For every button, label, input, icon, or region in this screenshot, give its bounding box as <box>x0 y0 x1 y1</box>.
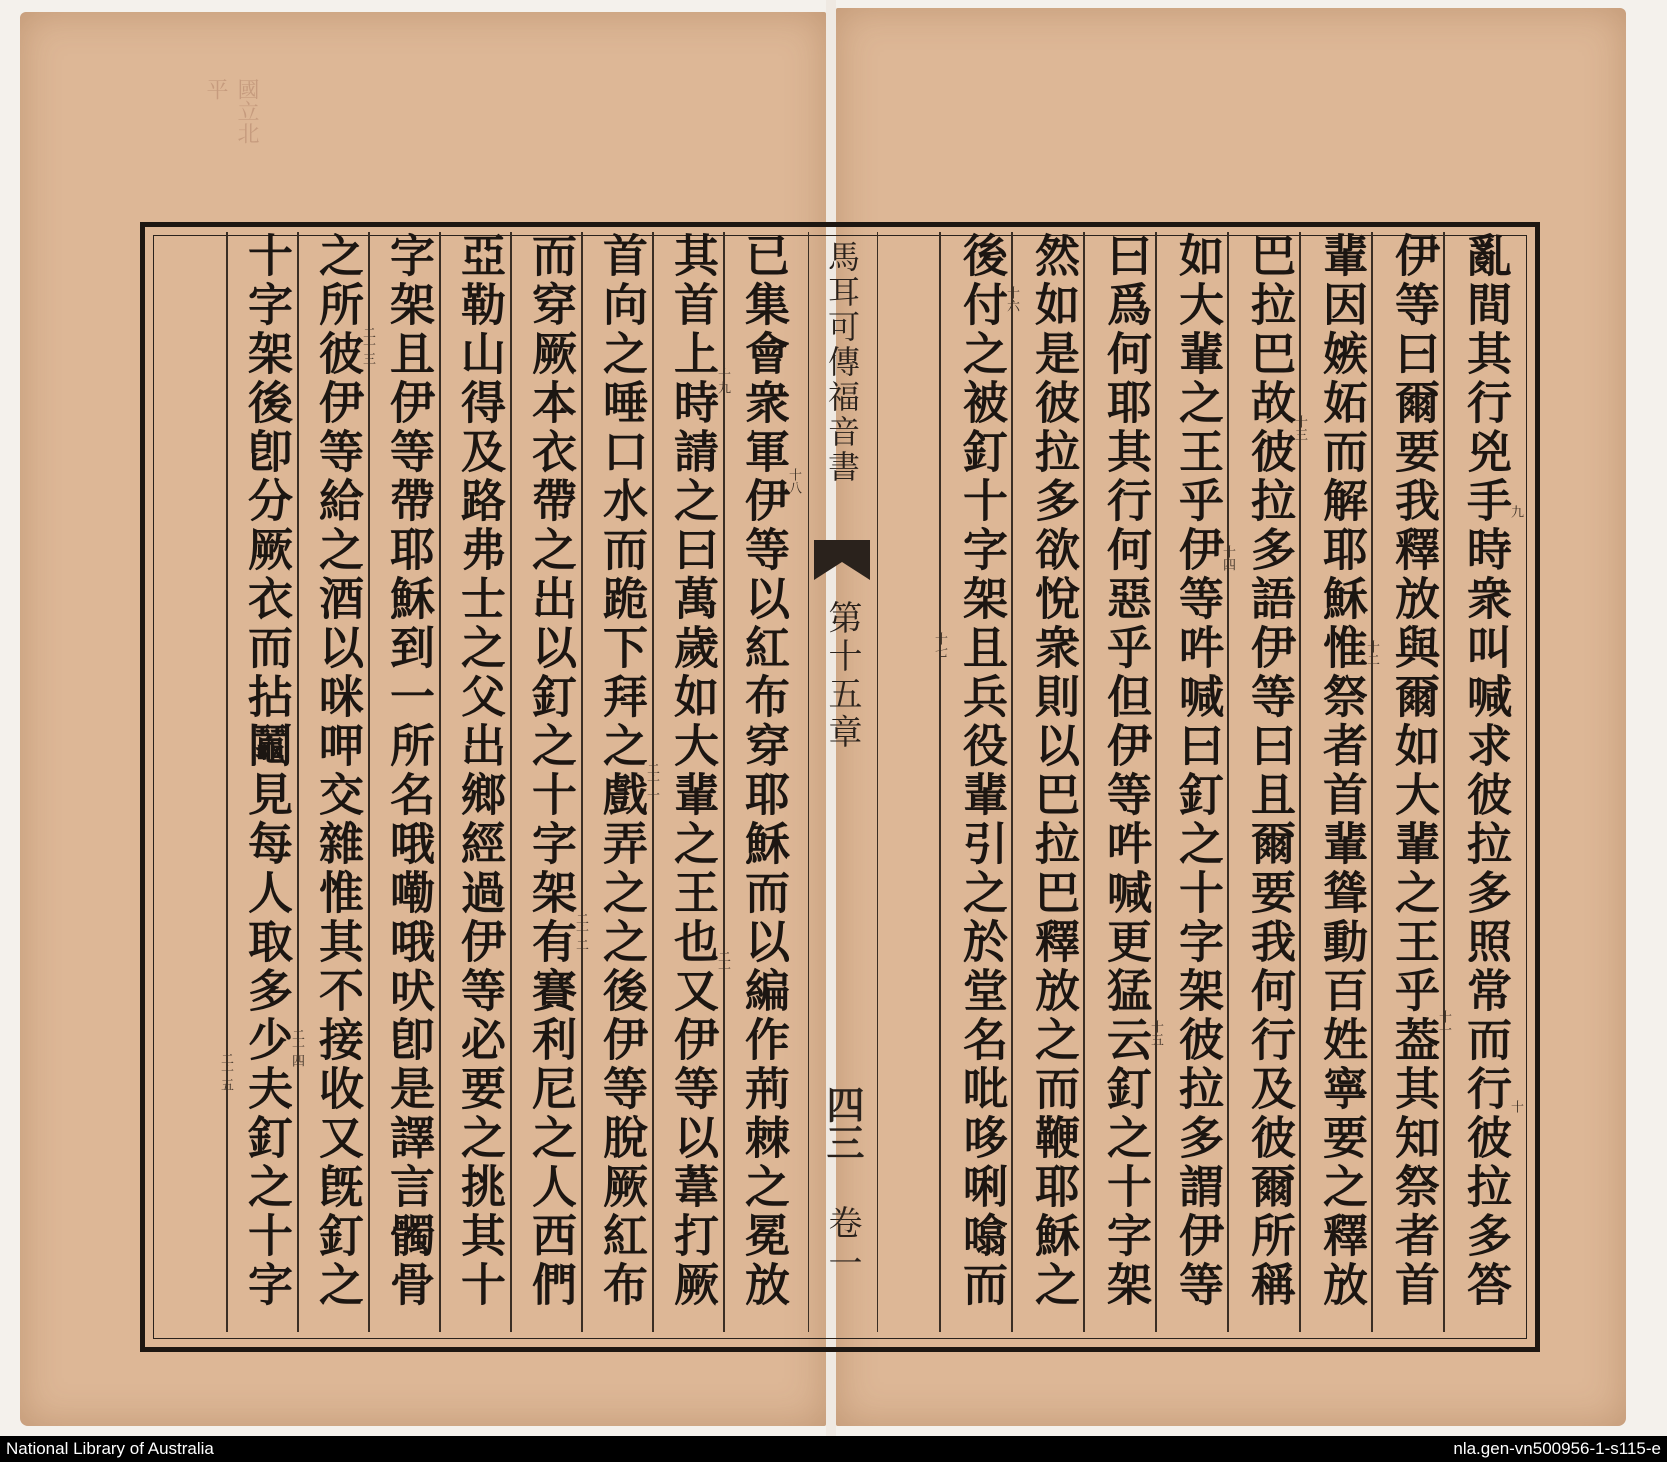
verse-number: 十三 <box>1292 415 1307 441</box>
text-column-15: 之所彼伊等給之酒以咪呷交雜惟其不接收又旣釘之 <box>311 232 364 1310</box>
verse-number: 二十一 <box>644 762 659 801</box>
text-column-13: 亞勒山得及路弗士之父出鄉經過伊等必要之挑其十 <box>453 232 506 1310</box>
verse-number: 二十 <box>715 950 730 976</box>
text-column-9: 已集會衆軍伊等以紅布穿耶穌而以編作荊棘之冕放 <box>737 232 790 1310</box>
verse-number: 二十二 <box>573 912 588 951</box>
verse-number: 十四 <box>1220 545 1235 571</box>
column-rule <box>439 232 441 1332</box>
column-rule <box>226 232 228 1332</box>
text-column-8: 後付之被釘十字架且兵役輩引之於堂名吡哆唎噏而 <box>955 232 1008 1310</box>
library-stamp: 國立北平 <box>203 78 259 144</box>
text-column-4: 巴拉巴故彼拉多語伊等曰且爾要我何行及彼爾所稱 <box>1243 232 1296 1310</box>
verse-number: 二十三 <box>360 326 375 365</box>
library-credit: National Library of Australia <box>6 1439 214 1458</box>
page-number: 四三 <box>820 1085 865 1161</box>
text-column-5: 如大輩之王乎伊等吽喊曰釘之十字架彼拉多謂伊等 <box>1171 232 1224 1310</box>
text-column-7: 然如是彼拉多欲悅衆則以巴拉巴釋放之而鞭耶穌之 <box>1027 232 1080 1310</box>
verse-number: 十五 <box>1148 1020 1163 1046</box>
verse-number: 十七 <box>932 632 947 658</box>
text-column-11: 首向之唾口水而跪下拜之戲弄之之後伊等脫厥紅布 <box>595 232 648 1310</box>
text-column-10: 其首上時請之曰萬歲如大輩之王也又伊等以葦打厥 <box>666 232 719 1310</box>
column-rule <box>581 232 583 1332</box>
text-column-14: 字架且伊等帶耶穌到一所名哦嘞哦吠卽是譯言髑骨 <box>382 232 435 1310</box>
verse-number: 二十四 <box>289 1028 304 1067</box>
book-title: 馬耳可傳福音書 <box>823 240 861 485</box>
footer-bar <box>0 1436 1667 1462</box>
column-rule <box>939 232 941 1332</box>
item-identifier: nla.gen-vn500956-1-s115-e <box>1453 1439 1661 1458</box>
column-rule <box>510 232 512 1332</box>
text-column-12: 而穿厥本衣帶之出以釘之十字架有賽利尼之人西們 <box>524 232 577 1310</box>
text-column-6: 曰爲何耶其行何惡乎但伊等吽喊更猛云釘之十字架 <box>1099 232 1152 1310</box>
verse-number: 二十五 <box>218 1052 233 1091</box>
text-column-1: 亂間其行兇手時衆叫喊求彼拉多照常而行彼拉多答 <box>1459 232 1512 1310</box>
verse-number: 十二 <box>1364 640 1379 666</box>
verse-number: 十九 <box>715 368 730 394</box>
column-rule <box>297 232 299 1332</box>
column-rule <box>723 232 725 1332</box>
verse-number: 十一 <box>1436 1010 1451 1036</box>
verse-number: 九 <box>1508 505 1523 518</box>
verse-number: 十六 <box>1004 286 1019 312</box>
volume-label: 卷一 <box>822 1205 862 1285</box>
text-column-2: 伊等曰爾要我釋放與爾如大輩之王乎葢其知祭者首 <box>1387 232 1440 1310</box>
chapter-label: 第十五章 <box>822 600 862 752</box>
text-column-3: 輩因嫉妬而解耶穌惟祭者首輩聳動百姓寧要之釋放 <box>1315 232 1368 1310</box>
verse-number: 十 <box>1508 1100 1523 1113</box>
text-column-16: 十字架後卽分厥衣而拈鬮見每人取多少夫釘之十字 <box>240 232 293 1310</box>
column-rule <box>368 232 370 1332</box>
verse-number: 十八 <box>786 468 801 494</box>
